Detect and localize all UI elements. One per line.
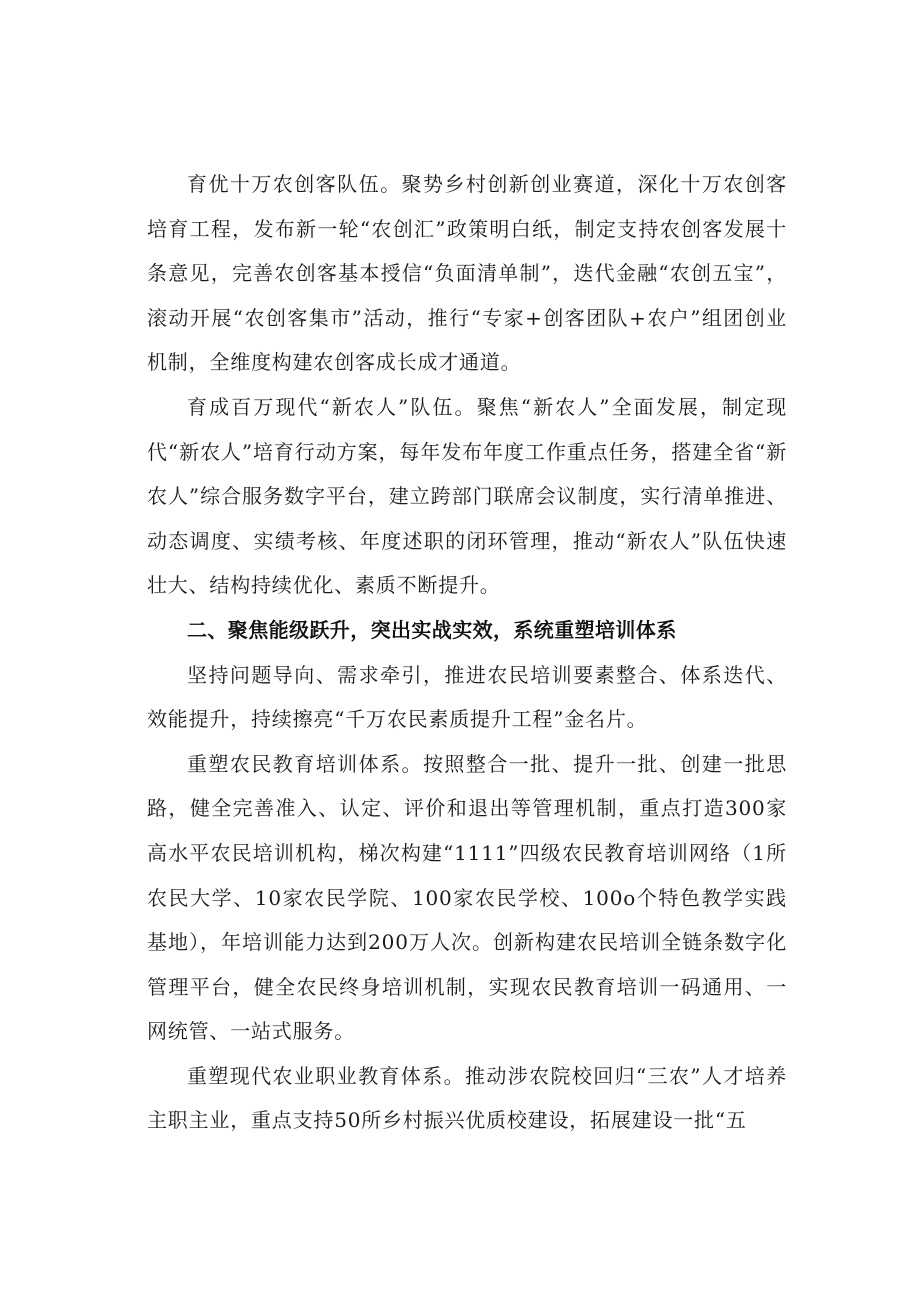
paragraph-xinnongren: 育成百万现代“新农人”队伍。聚焦“新农人”全面发展，制定现代“新农人”培育行动方案，每年发布年度工作重点任务，搭建全省“新农人”综合服务数字平台，建立跨部门联席会议制度，实行清单推进、动态调度、实绩考核、年度述职的闭环管理，推动“新农人”队伍快速壮大、结构持续优化、素质不断提升。 [147, 394, 787, 598]
paragraph-training-system: 重塑农民教育培训体系。按照整合一批、提升一批、创建一批思路，健全完善准入、认定、评价和退出等管理机制，重点打造300家高水平农民培训机构，梯次构建“1111”四级农民教育培训网络（1所农民大学、10家农民学院、100家农民学校、100o个特色教学实践基地），年培训能力达到200万人次。创新构建农民培训全链条数字化管理平台，健全农民终身培训机制，实现农民教育培训一码通用、一网统管、一站式服务。 [147, 751, 787, 1044]
section-heading: 二、聚焦能级跃升，突出实战实效，系统重塑培训体系 [187, 617, 677, 642]
paragraph-nongchuangke: 育优十万农创客队伍。聚势乡村创新创业赛道，深化十万农创客培育工程，发布新一轮“农创汇”政策明白纸，制定支持农创客发展十条意见，完善农创客基本授信“负面清单制”，迭代金融“农创五宝”，滚动开展“农创客集市”活动，推行“专家+创客团队+农户”组团创业机制，全维度构建农创客成长成才通道。 [147, 172, 787, 375]
document-body [147, 162, 787, 1143]
paragraph-vocational-education: 重塑现代农业职业教育体系。推动涉农院校回归“三农”人才培养主职主业，重点支持50所乡村振兴优质校建设，拓展建设一批“五 [147, 1063, 787, 1133]
paragraph-section-intro: 坚持问题导向、需求牵引，推进农民培训要素整合、体系迭代、效能提升，持续擦亮“千万农民素质提升工程”金名片。 [147, 662, 787, 732]
